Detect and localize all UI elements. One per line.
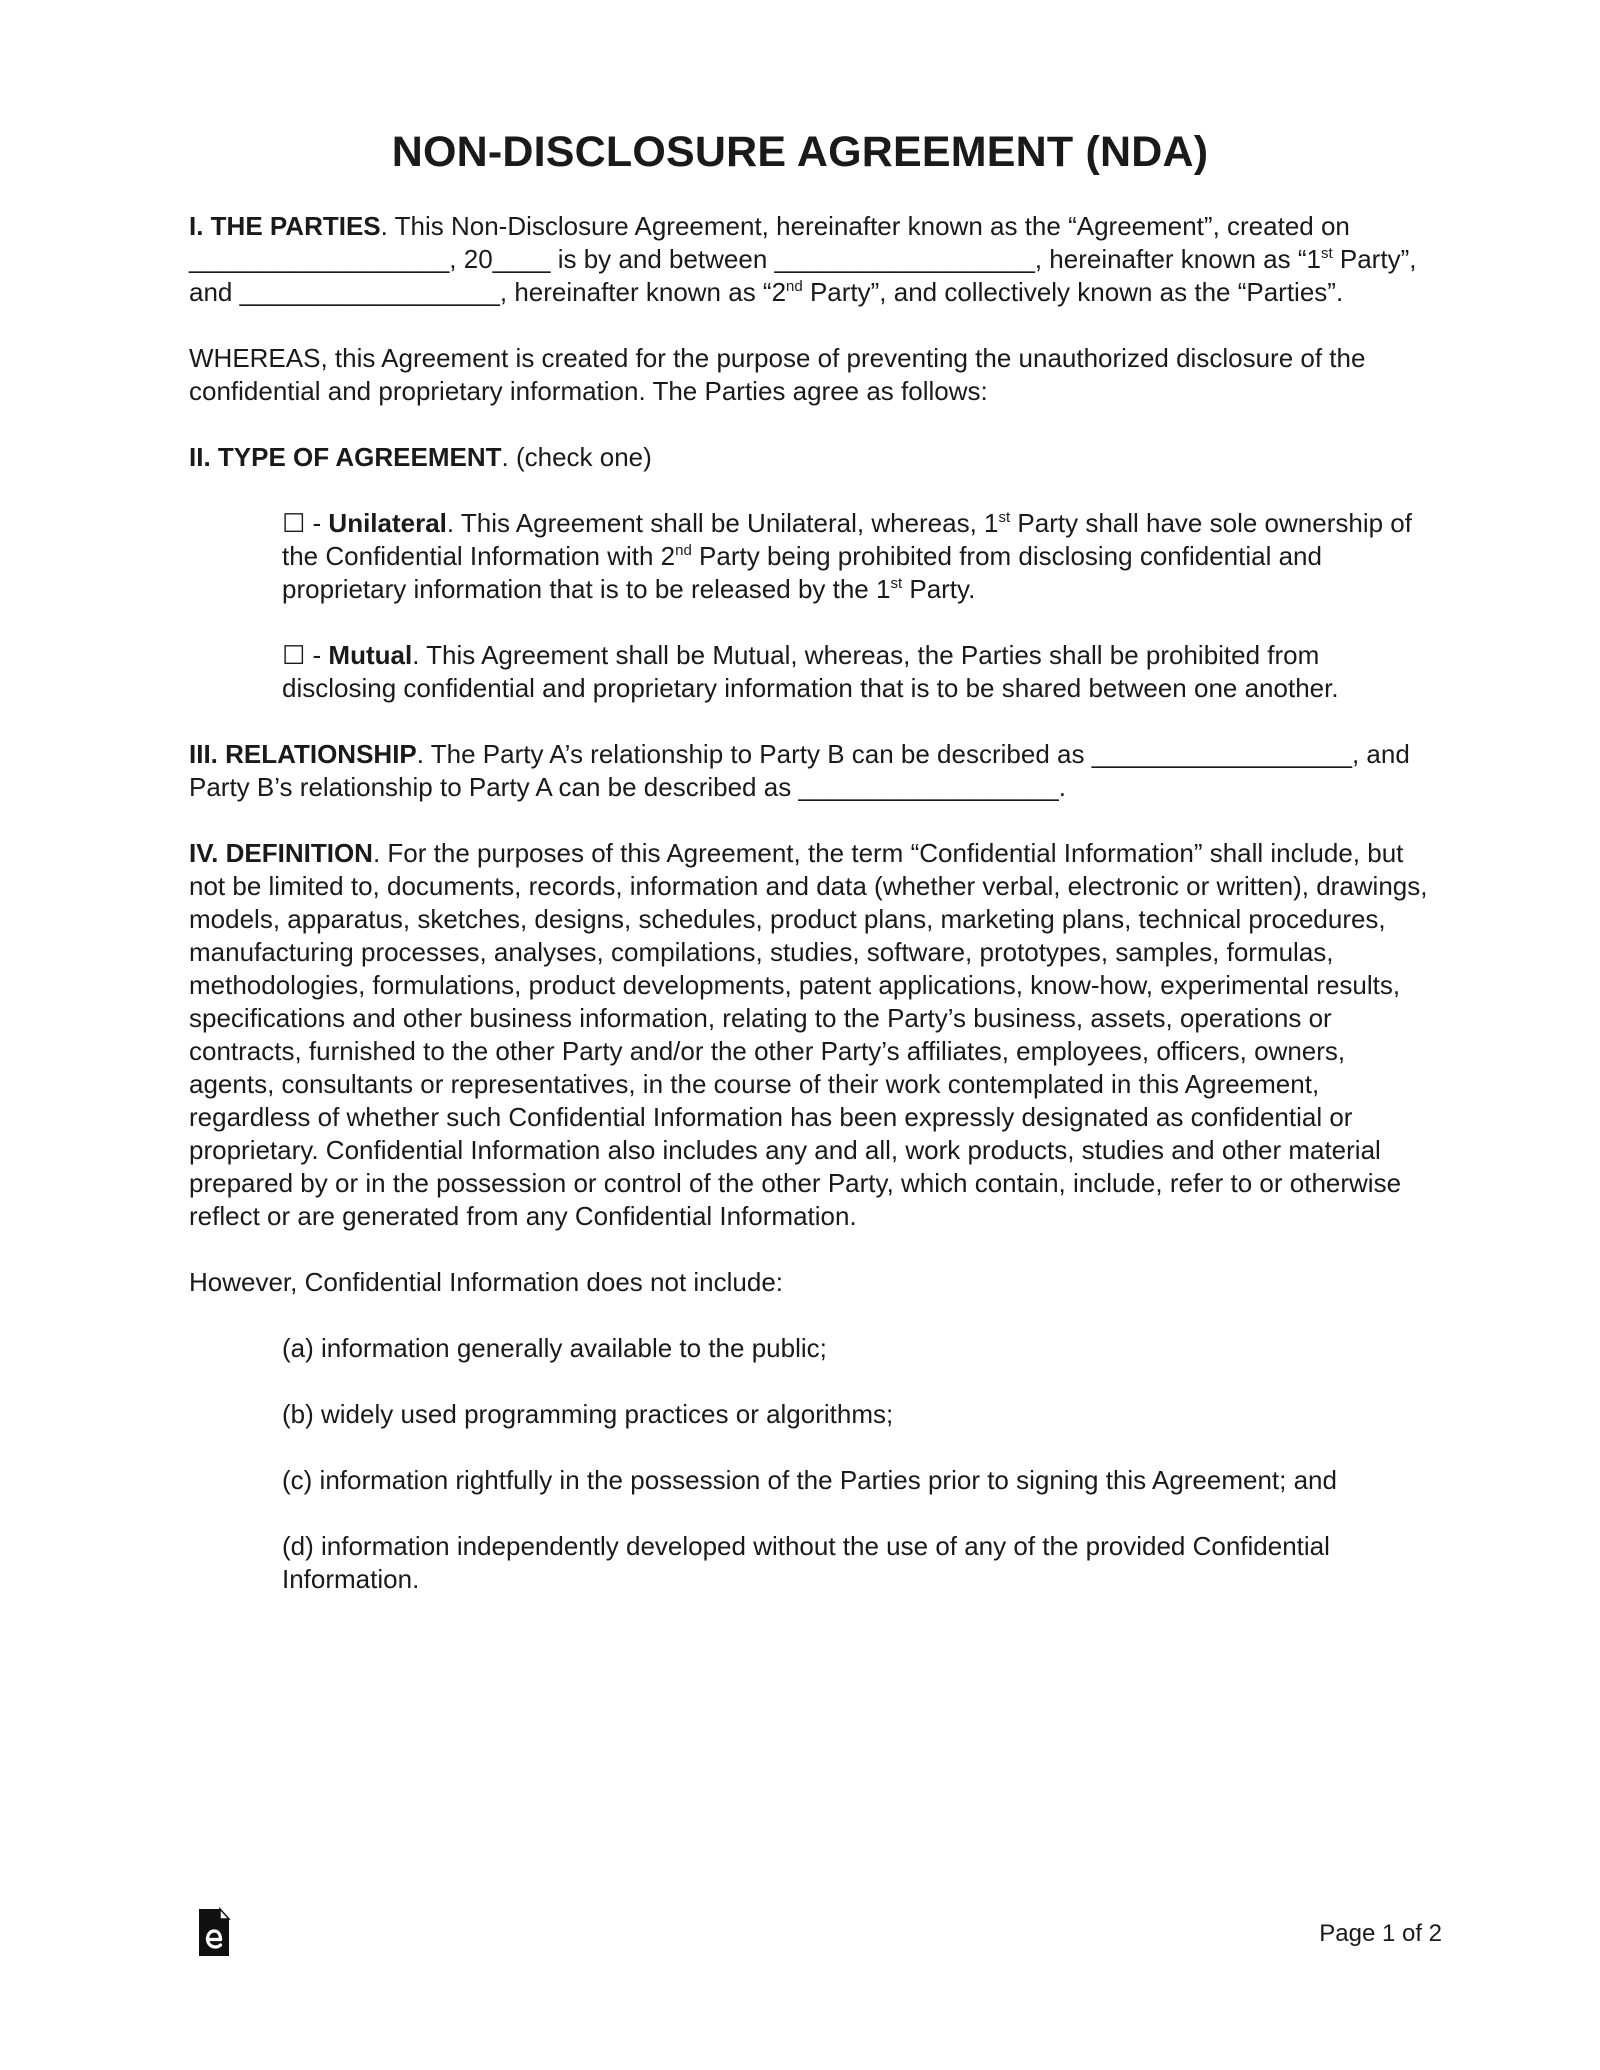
unilateral-label: Unilateral — [328, 508, 447, 538]
mutual-label: Mutual — [328, 640, 413, 670]
unilateral-text-3: Party being prohibited from disclosing confidential and proprietary information that is to be released by the 1 — [282, 541, 1322, 604]
definition-text: . For the purposes of this Agreement, the term “Confidential Information” shall include, but not be limited to, documents, records, information and data (whether verbal, electronic or written), drawings, models, apparatus, sketches, designs, schedules, product plans, marketing plans, technical procedures, manufacturing processes, analyses, compilations, studies, software, prototypes, samples, formulas, methodologies, formulations, product developments, patent applications, know-how, experimental results, specifications and other business information, relating to the Party’s business, assets, operations or contracts, furnished to the other Party and/or the other Party’s affiliates, employees, officers, owners, agents, consultants or representatives, in the course of their work contemplated in this Agreement, regardless of whether such Confidential Information has been expressly designated as confidential or proprietary. Confidential Information also includes any and all, work products, studies and other material prepared by or in the possession or control of the other Party, which contain, include, refer to or otherwise reflect or are generated from any Confidential Information. — [189, 838, 1428, 1231]
exclusion-item: (b) widely used programming practices or algorithms; — [282, 1399, 894, 1429]
parties-text-6: , hereinafter known as “2 — [499, 277, 787, 307]
document-body — [189, 210, 1429, 1629]
relationship-blank-2: __________________ — [798, 772, 1059, 802]
exclusion-item: (d) information independently developed without the use of any of the provided Confidential Information. — [282, 1531, 1330, 1594]
relationship-text-1: . The Party A’s relationship to Party B can be described as — [416, 739, 1092, 769]
mutual-text: . This Agreement shall be Mutual, whereas, the Parties shall be prohibited from disclosing confidential and proprietary information that is to be shared between one another. — [282, 640, 1339, 703]
parties-text-1: . This Non-Disclosure Agreement, hereinafter known as the “Agreement”, created on — [380, 211, 1350, 241]
type-heading: II. TYPE OF AGREEMENT — [189, 442, 502, 472]
relationship-section — [189, 738, 1429, 804]
option-dash: - — [305, 508, 329, 538]
unilateral-option — [282, 507, 1429, 606]
party1-blank: __________________ — [774, 244, 1035, 274]
type-note: . (check one) — [501, 442, 652, 472]
whereas-paragraph: WHEREAS, this Agreement is created for the purpose of preventing the unauthorized disclosure of the confidential and proprietary information. The Parties agree as follows: — [189, 343, 1366, 406]
option-dash: - — [305, 640, 329, 670]
parties-text-3: is by and between — [550, 244, 775, 274]
relationship-blank-1: __________________ — [1091, 739, 1352, 769]
ordinal-sup: st — [1320, 245, 1333, 262]
ordinal-sup: nd — [675, 542, 692, 559]
relationship-end — [798, 772, 1066, 802]
unilateral-text-1: . This Agreement shall be Unilateral, whereas, 1 — [446, 508, 999, 538]
unilateral-checkbox[interactable]: ☐ — [282, 508, 306, 538]
unilateral-text-4: Party. — [902, 574, 976, 604]
ordinal-sup: nd — [786, 278, 803, 295]
mutual-option — [282, 639, 1429, 705]
relationship-heading: III. RELATIONSHIP — [189, 739, 417, 769]
definition-section — [189, 837, 1429, 1233]
relationship-text-3: . — [1058, 772, 1066, 802]
parties-section — [189, 210, 1429, 309]
mutual-checkbox[interactable]: ☐ — [282, 640, 306, 670]
document-e-logo-icon — [196, 1907, 232, 1959]
parties-text-2: , 20 — [449, 244, 493, 274]
party2-blank: __________________ — [239, 277, 500, 307]
unilateral-text-2: Party shall have sole ownership of the Confidential Information with 2 — [282, 508, 1412, 571]
parties-text-4: , hereinafter known as “1 — [1034, 244, 1321, 274]
relationship-text-2: , and Party B’s relationship to Party A can be described as — [189, 739, 1410, 802]
ordinal-sup: st — [998, 509, 1011, 526]
type-section — [189, 441, 1429, 474]
parties-text-5: Party”, and — [189, 244, 1417, 307]
exclusion-item: (a) information generally available to the public; — [282, 1333, 827, 1363]
parties-heading: I. THE PARTIES — [189, 211, 381, 241]
exclusions-intro: However, Confidential Information does not include: — [189, 1267, 784, 1297]
document-title: NON-DISCLOSURE AGREEMENT (NDA) — [391, 128, 1209, 176]
definition-heading: IV. DEFINITION — [189, 838, 373, 868]
date-blank: __________________ — [189, 244, 450, 274]
year-blank: ____ — [492, 244, 551, 274]
ordinal-sup: st — [890, 575, 903, 592]
exclusion-item: (c) information rightfully in the possession of the Parties prior to signing this Agreement; and — [282, 1465, 1337, 1495]
parties-text-7: Party”, and collectively known as the “Parties”. — [802, 277, 1344, 307]
page-number: Page 1 of 2 — [1319, 1920, 1442, 1947]
